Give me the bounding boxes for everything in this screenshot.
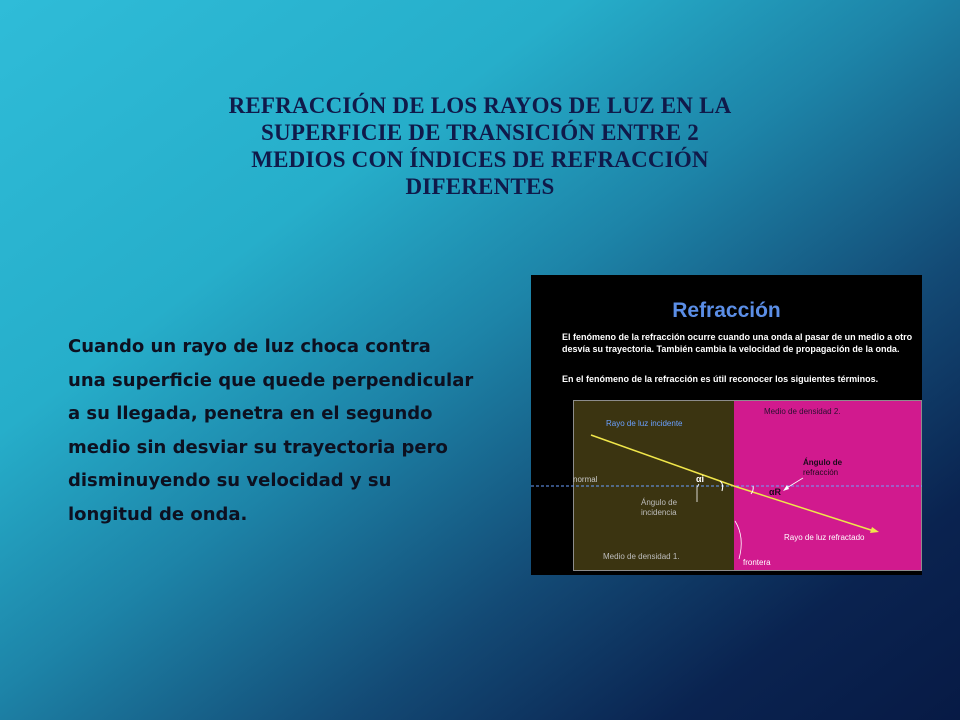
figure-paragraph-2: En el fenómeno de la refracción es útil reconocer los siguientes términos. [562, 374, 879, 384]
figure-title: Refracción [672, 299, 781, 322]
refraction-figure [531, 275, 922, 575]
refracted-ray [734, 486, 874, 531]
alpha-i-label: αi [696, 474, 705, 484]
slide-title-line: DIFERENTES [405, 174, 555, 199]
normal-label: normal [573, 475, 598, 484]
boundary-label: frontera [743, 558, 771, 567]
refraction-angle-label-1: Ángulo de [803, 458, 843, 467]
incidence-angle-label-2: incidencia [641, 508, 677, 517]
alpha-r-label: αR [769, 487, 782, 497]
figure-paragraph-1: El fenómeno de la refracción ocurre cuando una onda al pasar de un medio a otro desvía su trayectoria. También cambia la velocidad de propagación de la onda. [562, 332, 913, 354]
boundary-pointer [735, 521, 741, 559]
incident-ray [591, 435, 734, 486]
incidence-angle-label-1: Ángulo de [641, 498, 678, 507]
incident-ray-label: Rayo de luz incidente [606, 419, 683, 428]
slide-body-text: Cuando un rayo de luz choca contra una superficie que quede perpendicular a su llegada, penetra en el segundo medio sin desviar su trayectoria pero disminuyendo su velocidad y su longitud de onda. [68, 336, 474, 525]
refracted-ray-arrowhead [870, 527, 879, 533]
slide-title-line: REFRACCIÓN DE LOS RAYOS DE LUZ EN LA [228, 93, 732, 118]
refraction-angle-label-2: refracción [803, 468, 839, 477]
medium-2-label: Medio de densidad 2. [764, 407, 841, 416]
medium-1-label: Medio de densidad 1. [603, 552, 680, 561]
slide-title-line: MEDIOS CON ÍNDICES DE REFRACCIÓN [251, 147, 709, 172]
refracted-ray-label: Rayo de luz refractado [784, 533, 865, 542]
slide-title [120, 92, 840, 200]
ray-diagram [531, 275, 922, 575]
slide-title-line: SUPERFICIE DE TRANSICIÓN ENTRE 2 [261, 120, 699, 145]
